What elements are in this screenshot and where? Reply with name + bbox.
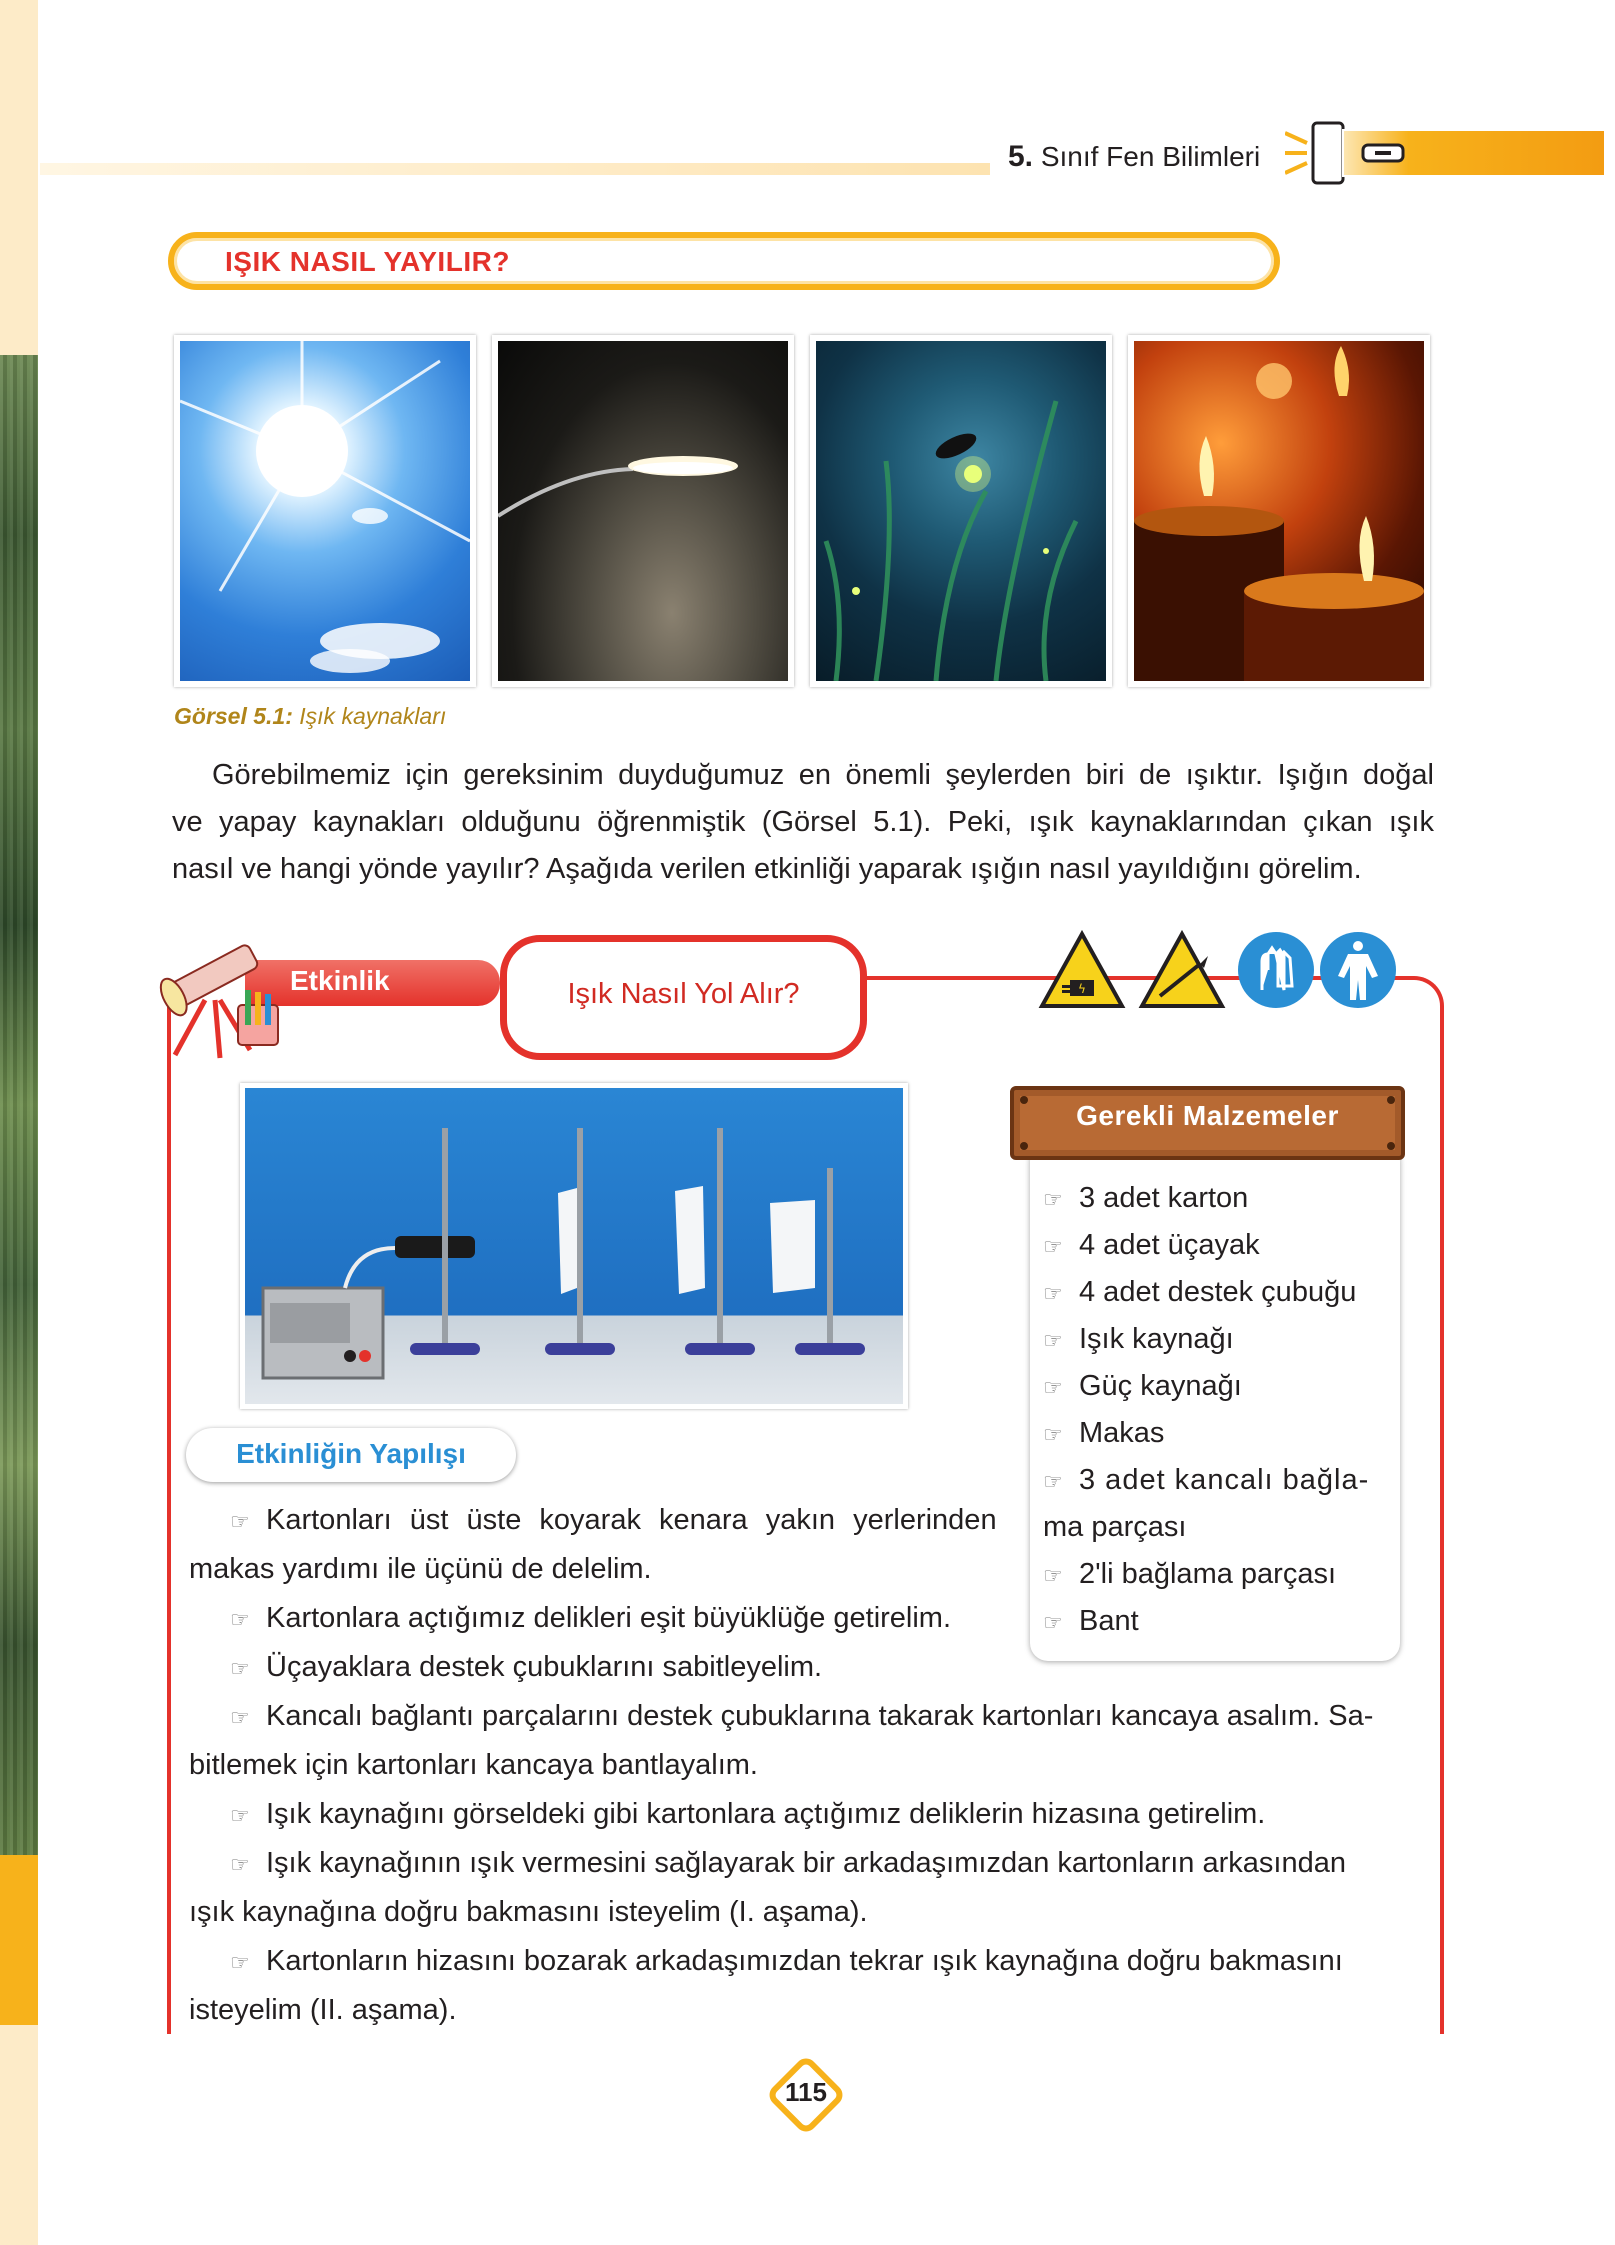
pointing-hand-icon: ☞ [1043,1328,1063,1353]
left-strip-forest-image [0,355,38,1855]
activity-tab-label: Etkinlik [290,965,390,996]
step-text: Işık kaynağını görseldeki gibi kartonlara açtığımız deliklerin hizasına getirelim. [266,1798,1266,1830]
pointing-hand-icon: ☞ [1043,1563,1063,1588]
pointing-hand-icon: ☞ [230,1607,250,1632]
step-line [230,1497,1012,1545]
intro-line: Görebilmemiz için gereksinim duyduğumuz en önemli şeylerden biri de ışıktır. Işığın doğal [212,759,1434,791]
figure-caption-text: Işık kaynakları [299,703,447,729]
step-text: Işık kaynağının ışık vermesini sağlayarak bir arkadaşımızdan kartonların arkasından [266,1847,1346,1879]
material-text: 2'li bağlama parçası [1079,1558,1337,1590]
material-text: 3 adet karton [1079,1182,1249,1214]
pointing-hand-icon: ☞ [1043,1281,1063,1306]
pointing-hand-icon: ☞ [230,1803,250,1828]
step-text: Kartonların hizasını bozarak arkadaşımızdan tekrar ışık kaynağına doğru bakmasını [266,1945,1343,1977]
intro-line: nasıl ve hangi yönde yayılır? Aşağıda verilen etkinliği yaparak ışığın nasıl yayıldığını görelim. [172,853,1362,885]
lab-coat-icon [1314,930,1402,1010]
activity-frame-left [167,1005,171,2034]
material-text: 4 adet destek çubuğu [1079,1276,1357,1308]
material-text: ma parçası [1043,1511,1187,1543]
header-grade: 5. [1008,140,1034,173]
material-item [1043,1551,1383,1599]
activity-frame-right [1410,976,1444,2034]
left-strip-bottom [0,2025,38,2245]
step-line [230,1791,1265,1839]
left-strip-top [0,0,38,355]
header-subject [1008,140,1260,174]
materials-title: Gerekli Malzemeler [1076,1100,1339,1131]
pointing-hand-icon: ☞ [230,1509,250,1534]
svg-text:ϟ: ϟ [1078,982,1086,996]
section-title: IŞIK NASIL YAYILIR? [225,246,510,277]
sharp-object-hazard-icon [1138,930,1226,1010]
step-text: makas yardımı ile üçünü de delelim. [189,1553,652,1585]
pointing-hand-icon: ☞ [1043,1375,1063,1400]
step-line [230,1595,951,1643]
header-subject-text: Sınıf Fen Bilimleri [1040,141,1261,172]
steps-title: Etkinliğin Yapılışı [236,1438,466,1469]
step-line [230,1644,822,1692]
photo-lamp [492,335,794,687]
material-item-continuation [1043,1504,1383,1551]
intro-line: ve yapay kaynakları olduğunu öğrenmiştik (Görsel 5.1). Peki, ışık kaynaklarından çıkan ışık [172,806,1434,838]
material-text: Güç kaynağı [1079,1370,1242,1402]
material-text: Makas [1079,1417,1165,1449]
pointing-hand-icon: ☞ [230,1656,250,1681]
pointing-hand-icon: ☞ [230,1705,250,1730]
gloves-icon [1232,930,1320,1010]
material-item [1043,1598,1383,1646]
material-item [1043,1269,1383,1317]
intro-paragraph [172,752,1434,893]
step-line [230,1693,1373,1741]
material-item [1043,1457,1383,1505]
pointing-hand-icon: ☞ [1043,1610,1063,1635]
flashlight-icon [1285,118,1605,188]
pointing-hand-icon: ☞ [1043,1469,1063,1494]
pointing-hand-icon: ☞ [1043,1422,1063,1447]
material-text: Bant [1079,1605,1139,1637]
step-text: Kartonları üst üste koyarak kenara yakın yerlerinden [266,1504,997,1536]
step-text: Kartonlara açtığımız delikleri eşit büyüklüğe getirelim. [266,1602,952,1634]
step-text: Üçayaklara destek çubuklarını sabitleyelim. [266,1651,823,1683]
step-line [189,1889,868,1936]
step-text: isteyelim (II. aşama). [189,1994,457,2026]
photo-sun [174,335,476,687]
left-strip-orange [0,1855,38,2025]
material-text: Işık kaynağı [1079,1323,1234,1355]
figure-caption-label: Görsel 5.1: [174,703,293,729]
experiment-setup-photo [240,1083,908,1409]
step-line [189,1987,457,2034]
material-item [1043,1175,1383,1223]
electric-hazard-icon [1038,930,1126,1010]
activity-title: Işık Nasıl Yol Alır? [567,978,800,1010]
step-text: bitlemek için kartonları kancaya bantlayalım. [189,1749,758,1781]
material-text: 4 adet üçayak [1079,1229,1260,1261]
page-number: 115 [785,2077,827,2107]
step-text: ışık kaynağına doğru bakmasını isteyelim (I. aşama). [189,1896,868,1928]
step-line [189,1546,652,1593]
pointing-hand-icon: ☞ [230,1950,250,1975]
step-line [230,1840,1346,1888]
figure-caption [174,703,446,730]
material-item [1043,1316,1383,1364]
material-item [1043,1222,1383,1270]
step-text: Kancalı bağlantı parçalarını destek çubuklarına takarak kartonları kancaya asalım. Sa- [266,1700,1374,1732]
photo-candle [1128,335,1430,687]
pointing-hand-icon: ☞ [1043,1187,1063,1212]
pointing-hand-icon: ☞ [230,1852,250,1877]
header-rule [40,163,990,175]
step-line [189,1742,758,1789]
material-item [1043,1363,1383,1411]
pointing-hand-icon: ☞ [1043,1234,1063,1259]
material-item [1043,1410,1383,1458]
photo-firefly [810,335,1112,687]
telescope-icon [150,920,290,1060]
step-line [230,1938,1343,1986]
material-text: 3 adet kancalı bağla- [1079,1464,1370,1496]
